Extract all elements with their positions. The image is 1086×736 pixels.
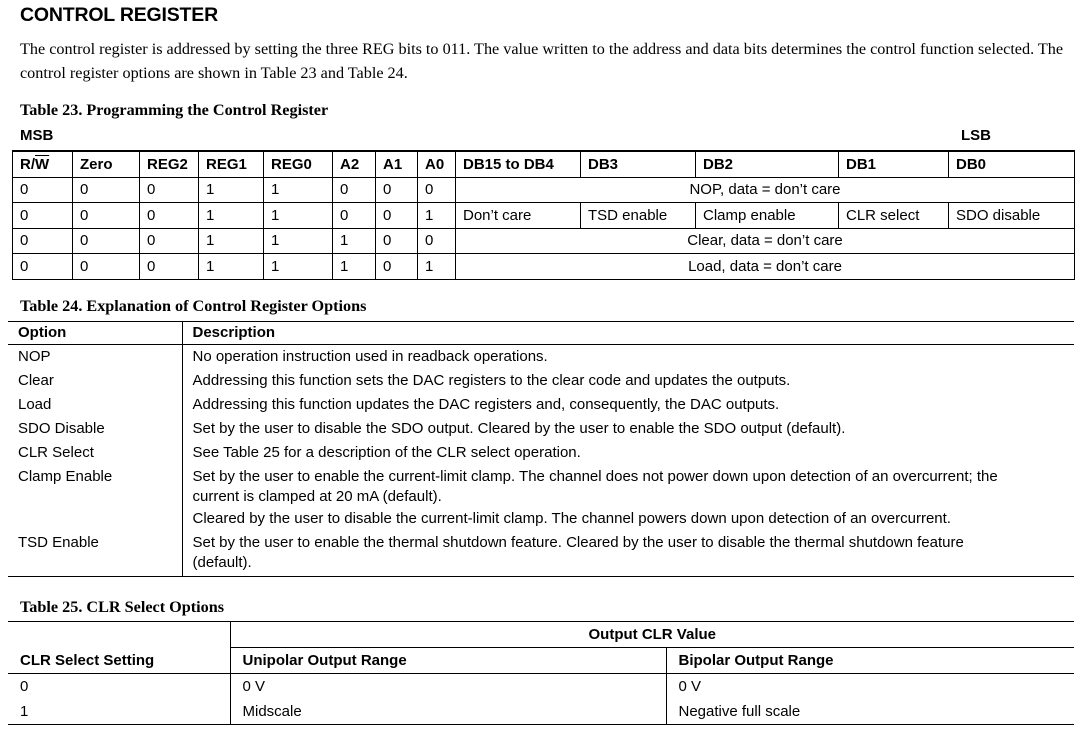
db2-cell: Clamp enable [696, 203, 839, 229]
bit-cell: 0 [418, 228, 456, 254]
bit-cell: 1 [199, 177, 264, 203]
bit-cell: 1 [333, 228, 376, 254]
setting-cell: 0 [20, 678, 29, 695]
bit-cell: 0 [13, 203, 73, 229]
bit-cell: 1 [418, 203, 456, 229]
section-title: CONTROL REGISTER [20, 4, 218, 26]
col-option: Option [8, 322, 182, 345]
bit-cell: 0 [140, 203, 199, 229]
option-cell: Clamp Enable [8, 465, 182, 531]
col-db1: DB1 [839, 151, 949, 177]
bit-cell: 1 [418, 254, 456, 280]
bit-cell: 1 [264, 203, 333, 229]
col-zero: Zero [73, 151, 140, 177]
table-row [8, 699, 1074, 725]
data-span-cell: NOP, data = don’t care [456, 177, 1075, 203]
description-cell [182, 465, 1074, 531]
bit-cell: 0 [140, 177, 199, 203]
table25-header-row [8, 648, 1074, 674]
option-cell: TSD Enable [8, 531, 182, 577]
bit-cell: 0 [73, 254, 140, 280]
output-clr-value-header: Output CLR Value [230, 622, 1074, 648]
bipolar-cell: 0 V [666, 674, 1074, 700]
table-row [8, 345, 1074, 370]
bit-cell: 0 [13, 254, 73, 280]
intro-paragraph: The control register is addressed by setting the three REG bits to 011. The value written to the address and data bits determines the control function selected. The control register options are shown in Table 23 and Table 24. [20, 40, 1064, 82]
data-span-cell: Clear, data = don’t care [456, 228, 1075, 254]
msb-label: MSB [20, 127, 54, 144]
table24-header-row [8, 322, 1074, 345]
col-reg2: REG2 [140, 151, 199, 177]
table-row [8, 674, 1074, 700]
bit-cell: 1 [264, 254, 333, 280]
description-cell: No operation instruction used in readback operations. [192, 348, 548, 365]
col-db0: DB0 [949, 151, 1075, 177]
bit-cell: 1 [264, 177, 333, 203]
unipolar-cell: Midscale [230, 699, 666, 725]
description-cell: See Table 25 for a description of the CLR select operation. [192, 444, 581, 461]
option-cell: Clear [8, 369, 182, 393]
table25 [8, 621, 1074, 725]
table-row [8, 417, 1074, 441]
db0-cell: SDO disable [949, 203, 1075, 229]
bit-cell: 0 [140, 228, 199, 254]
db15-db4-cell: Don’t care [456, 203, 581, 229]
bit-cell: 0 [376, 228, 418, 254]
option-cell: NOP [8, 345, 182, 370]
table-row [8, 465, 1074, 531]
setting-cell: 1 [8, 699, 230, 725]
unipolar-cell: 0 V [230, 674, 666, 700]
bit-cell: 0 [376, 203, 418, 229]
bit-cell: 1 [264, 228, 333, 254]
bipolar-cell: Negative full scale [666, 699, 1074, 725]
bit-cell: 0 [333, 203, 376, 229]
bit-cell: 0 [376, 254, 418, 280]
table23 [12, 150, 1075, 280]
clamp-cleared-text: Cleared by the user to disable the current-limit clamp. The channel powers down upon detection of an overcurrent. [192, 510, 951, 527]
description-cell: Addressing this function updates the DAC registers and, consequently, the DAC outputs. [192, 396, 780, 413]
option-cell: Load [8, 393, 182, 417]
col-a0: A0 [418, 151, 456, 177]
option-cell: SDO Disable [8, 417, 182, 441]
description-cell: Set by the user to disable the SDO output. Cleared by the user to enable the SDO output (default). [192, 420, 846, 437]
lsb-label: LSB [961, 127, 991, 144]
bit-cell: 0 [73, 177, 140, 203]
table23-header-row [13, 151, 1075, 177]
table-row [8, 369, 1074, 393]
bit-cell: 0 [73, 228, 140, 254]
table24 [8, 321, 1074, 577]
table25-group-row [8, 622, 1074, 648]
description-cell: Set by the user to enable the thermal shutdown feature. Cleared by the user to disable the thermal shutdown feature (default). [182, 531, 1074, 577]
bit-cell: 0 [376, 177, 418, 203]
col-reg1: REG1 [199, 151, 264, 177]
bit-cell: 0 [73, 203, 140, 229]
data-span-cell: Load, data = don’t care [456, 254, 1075, 280]
table-row [13, 254, 1075, 280]
table-row [13, 203, 1075, 229]
bit-cell: 0 [140, 254, 199, 280]
table-row [13, 228, 1075, 254]
clamp-set-text: Set by the user to enable the current-limit clamp. The channel does not power down upon detection of an overcurrent; the current is clamped at 20 mA (default). [192, 468, 998, 505]
table-row [8, 441, 1074, 465]
bit-cell: 0 [333, 177, 376, 203]
col-rw: $R/\overline{W}$ [13, 151, 73, 177]
option-cell: CLR Select [8, 441, 182, 465]
bit-cell: 1 [199, 203, 264, 229]
col-unipolar: Unipolar Output Range [230, 648, 666, 674]
bit-cell: 0 [13, 177, 73, 203]
table-row [13, 177, 1075, 203]
db1-cell: CLR select [839, 203, 949, 229]
bit-cell: 1 [333, 254, 376, 280]
col-reg0: REG0 [264, 151, 333, 177]
col-db15-db4: DB15 to DB4 [456, 151, 581, 177]
bit-cell: 0 [418, 177, 456, 203]
bit-cell: 1 [199, 228, 264, 254]
col-bipolar: Bipolar Output Range [666, 648, 1074, 674]
bit-cell: 0 [13, 228, 73, 254]
empty-header-cell [8, 622, 230, 648]
table25-caption: Table 25. CLR Select Options [20, 598, 225, 616]
description-cell: Addressing this function sets the DAC registers to the clear code and updates the outputs. [192, 372, 791, 389]
col-description: Description [182, 322, 1074, 345]
col-db2: DB2 [696, 151, 839, 177]
db3-cell: TSD enable [581, 203, 696, 229]
col-a1: A1 [376, 151, 418, 177]
bit-cell: 1 [199, 254, 264, 280]
col-clr-select-setting: CLR Select Setting [8, 648, 230, 674]
table24-caption: Table 24. Explanation of Control Register Options [20, 297, 367, 315]
table-row [8, 393, 1074, 417]
table23-caption: Table 23. Programming the Control Register [20, 101, 329, 119]
table-row [8, 531, 1074, 577]
col-a2: A2 [333, 151, 376, 177]
col-db3: DB3 [581, 151, 696, 177]
